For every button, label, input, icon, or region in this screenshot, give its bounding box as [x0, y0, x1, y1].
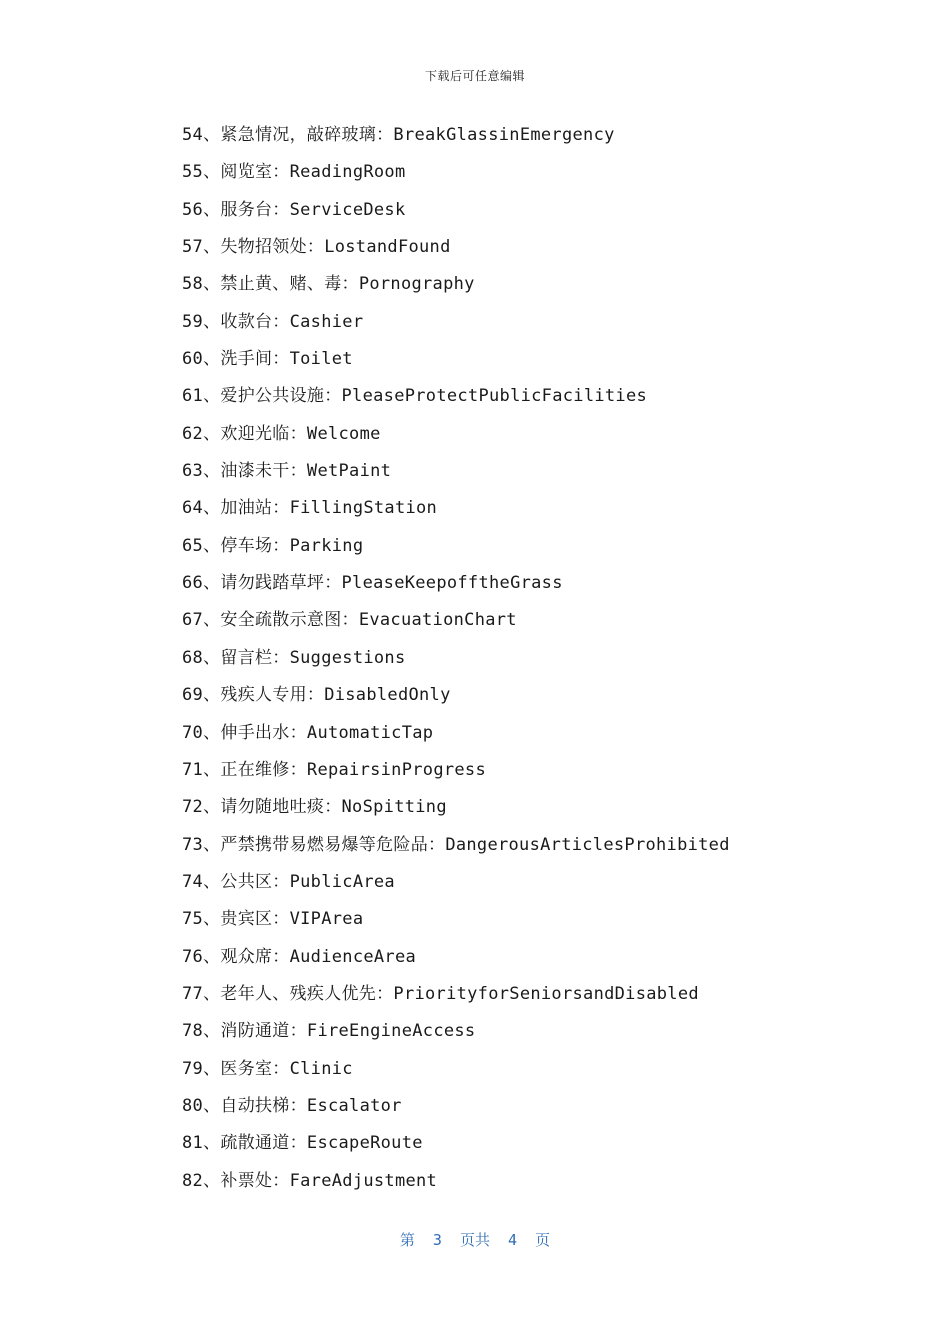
entry-number: 68 [182, 647, 204, 668]
entry-chinese: 失物招领处 [220, 237, 307, 258]
entry-number: 55 [182, 162, 204, 183]
entry-number: 64 [182, 498, 204, 519]
entry-chinese: 洗手间 [220, 349, 273, 370]
entry-chinese: 自动扶梯 [220, 1095, 290, 1116]
list-item: 81、疏散通道：EscapeRoute [182, 1133, 423, 1154]
entry-chinese: 紧急情况，敲碎玻璃 [220, 125, 377, 145]
entry-chinese: 收款台 [220, 311, 273, 332]
entry-chinese: 留言栏 [220, 647, 273, 668]
entry-chinese: 观众席 [220, 946, 273, 967]
list-item: 69、残疾人专用：DisabledOnly [182, 685, 451, 706]
entry-chinese: 服务台 [220, 199, 273, 220]
entry-english: Cashier [289, 311, 364, 332]
entry-chinese: 阅览室 [220, 162, 273, 183]
entry-number: 71 [182, 759, 204, 780]
entry-chinese: 贵宾区 [220, 909, 273, 930]
entry-english: AudienceArea [289, 946, 417, 967]
list-item: 72、请勿随地吐痰：NoSpitting [182, 797, 447, 818]
entry-english: Parking [289, 535, 364, 556]
entry-english: FareAdjustment [289, 1170, 438, 1191]
list-item: 70、伸手出水：AutomaticTap [182, 722, 434, 743]
entry-english: AutomaticTap [306, 722, 434, 743]
entry-number: 70 [182, 722, 204, 743]
entry-english: EscapeRoute [306, 1133, 423, 1154]
list-item: 82、补票处：FareAdjustment [182, 1170, 438, 1191]
list-item: 75、贵宾区：VIPArea [182, 909, 364, 930]
entry-number: 72 [182, 797, 204, 818]
entry-number: 56 [182, 199, 204, 220]
entry-chinese: 停车场 [220, 535, 273, 556]
entry-chinese: 爱护公共设施 [220, 386, 325, 407]
entry-chinese: 消防通道 [220, 1021, 290, 1042]
entry-english: FireEngineAccess [306, 1021, 476, 1042]
entry-english: PriorityforSeniorsandDisabled [393, 983, 699, 1004]
entry-chinese: 医务室 [220, 1058, 273, 1079]
list-item: 56、服务台：ServiceDesk [182, 199, 406, 220]
entry-number: 63 [182, 461, 204, 482]
list-item: 66、请勿践踏草坪：PleaseKeepofftheGrass [182, 573, 563, 594]
entry-chinese: 油漆未干 [220, 461, 290, 482]
page-number-footer: 第 3 页共 4 页 [399, 1231, 551, 1249]
entry-chinese: 欢迎光临 [220, 423, 290, 444]
entry-number: 76 [182, 946, 204, 967]
entry-english: Suggestions [289, 647, 406, 668]
list-item: 58、禁止黄、赌、毒：Pornography [182, 274, 475, 295]
list-item: 67、安全疏散示意图：EvacuationChart [182, 610, 517, 631]
list-item: 64、加油站：FillingStation [182, 498, 438, 519]
entry-number: 57 [182, 237, 204, 258]
list-item: 80、自动扶梯：Escalator [182, 1095, 402, 1116]
entry-number: 61 [182, 386, 204, 407]
list-item: 74、公共区：PublicArea [182, 871, 395, 892]
entry-number: 73 [182, 834, 204, 855]
entry-english: Pornography [358, 274, 475, 295]
entry-number: 78 [182, 1021, 204, 1042]
entry-chinese: 公共区 [220, 871, 273, 892]
entry-english: ServiceDesk [289, 199, 406, 220]
entry-number: 65 [182, 535, 204, 556]
entry-number: 62 [182, 423, 204, 444]
entry-chinese: 严禁携带易燃易爆等危险品 [220, 834, 428, 855]
entry-chinese: 老年人、残疾人优先 [220, 983, 377, 1004]
entry-chinese: 正在维修 [220, 759, 290, 780]
entry-chinese: 安全疏散示意图 [220, 610, 342, 631]
entry-number: 58 [182, 274, 204, 295]
entry-number: 75 [182, 909, 204, 930]
entry-number: 69 [182, 685, 204, 706]
entry-number: 60 [182, 349, 204, 370]
list-item: 65、停车场：Parking [182, 535, 364, 556]
list-item: 63、油漆未干：WetPaint [182, 461, 392, 482]
entry-english: ReadingRoom [289, 162, 406, 183]
entry-english: LostandFound [324, 237, 451, 258]
list-item: 79、医务室：Clinic [182, 1058, 353, 1079]
entry-number: 54 [182, 125, 204, 145]
list-item: 54、紧急情况，敲碎玻璃：BreakGlassinEmergency [182, 125, 615, 145]
entry-english: PleaseKeepofftheGrass [341, 573, 563, 594]
entry-number: 80 [182, 1095, 204, 1116]
entry-number: 77 [182, 983, 204, 1004]
entry-english: PleaseProtectPublicFacilities [341, 386, 648, 407]
entry-english: DangerousArticlesProhibited [445, 834, 730, 855]
entry-chinese: 残疾人专用 [220, 685, 307, 706]
entry-number: 66 [182, 573, 204, 594]
list-item: 73、严禁携带易燃易爆等危险品：DangerousArticlesProhibited [182, 834, 730, 855]
entry-english: VIPArea [289, 909, 364, 930]
entry-english: FillingStation [289, 498, 438, 519]
entry-english: Clinic [289, 1058, 353, 1079]
entry-english: DisabledOnly [324, 685, 451, 706]
list-item: 59、收款台：Cashier [182, 311, 364, 332]
page-header: 下载后可任意编辑 [424, 69, 525, 83]
entry-english: RepairsinProgress [306, 759, 486, 780]
entry-chinese: 伸手出水 [220, 722, 290, 743]
list-item: 71、正在维修：RepairsinProgress [182, 759, 486, 780]
list-item: 60、洗手间：Toilet [182, 349, 353, 370]
entry-chinese: 请勿随地吐痰 [220, 797, 325, 818]
entry-english: BreakGlassinEmergency [393, 125, 615, 145]
entry-chinese: 疏散通道 [220, 1133, 290, 1154]
entry-chinese: 补票处 [220, 1170, 273, 1191]
list-item: 68、留言栏：Suggestions [182, 647, 406, 668]
entry-number: 67 [182, 610, 204, 631]
sign-translation-list [182, 123, 730, 1206]
entry-english: NoSpitting [341, 797, 447, 818]
list-item: 57、失物招领处：LostandFound [182, 237, 451, 258]
entry-number: 79 [182, 1058, 204, 1079]
list-item: 55、阅览室：ReadingRoom [182, 162, 406, 183]
list-item: 77、老年人、残疾人优先：PriorityforSeniorsandDisabled [182, 983, 699, 1004]
entry-english: Welcome [306, 423, 381, 444]
entry-number: 81 [182, 1133, 204, 1154]
list-item: 78、消防通道：FireEngineAccess [182, 1021, 476, 1042]
entry-english: Escalator [306, 1095, 402, 1116]
entry-english: EvacuationChart [358, 610, 517, 631]
entry-english: Toilet [289, 349, 353, 370]
entry-number: 74 [182, 871, 204, 892]
entry-number: 59 [182, 311, 204, 332]
list-item: 76、观众席：AudienceArea [182, 946, 417, 967]
entry-chinese: 加油站 [220, 498, 273, 519]
entry-chinese: 禁止黄、赌、毒 [220, 274, 342, 295]
list-item: 62、欢迎光临：Welcome [182, 423, 381, 444]
entry-english: WetPaint [306, 461, 392, 482]
list-item: 61、爱护公共设施：PleaseProtectPublicFacilities [182, 386, 648, 407]
entry-english: PublicArea [289, 871, 395, 892]
entry-number: 82 [182, 1170, 204, 1191]
entry-chinese: 请勿践踏草坪 [220, 573, 325, 594]
